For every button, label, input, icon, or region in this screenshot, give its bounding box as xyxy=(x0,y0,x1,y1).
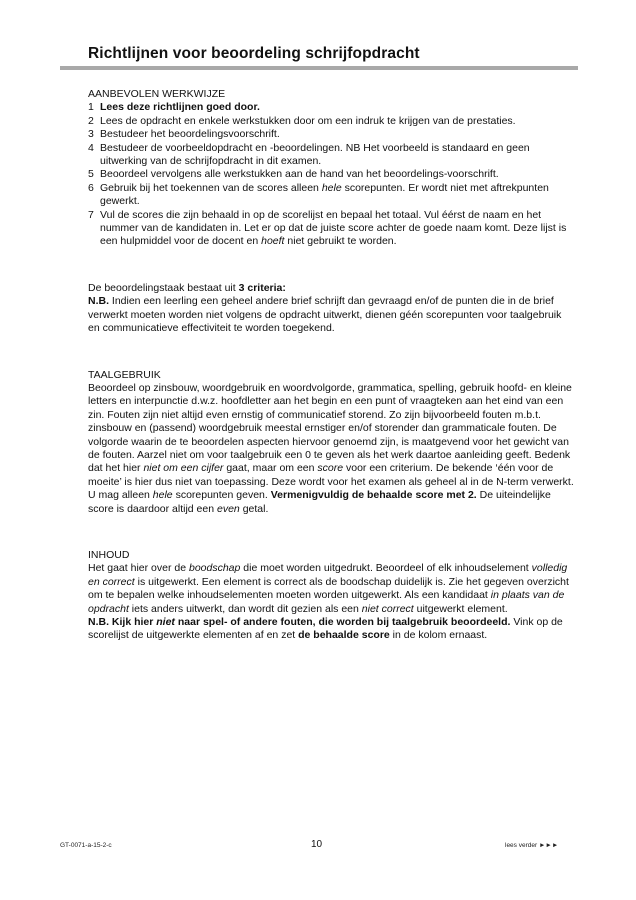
step-number: 4 xyxy=(88,141,94,154)
inhoud-note-bold xyxy=(88,616,510,628)
step-text xyxy=(100,182,574,209)
inhoud-section xyxy=(88,549,574,643)
note-emphasis: niet xyxy=(156,616,175,628)
step-item xyxy=(88,128,574,141)
step-text-part: niet gebruikt te worden. xyxy=(284,235,397,248)
paragraph-emphasis: hele xyxy=(152,489,173,502)
step-text: Lees de opdracht en enkele werkstukken door om een indruk te krijgen van de prestaties. xyxy=(100,114,516,127)
step-item xyxy=(88,209,574,249)
paragraph-text: die moet worden uitgedrukt. Beoordeel of elk inhoudselement xyxy=(240,562,532,575)
step-number: 1 xyxy=(88,101,94,114)
step-item xyxy=(88,168,574,181)
step-item xyxy=(88,182,574,209)
step-number: 7 xyxy=(88,208,94,221)
step-text: Bestudeer het beoordelingsvoorschrift. xyxy=(100,128,280,141)
paragraph-text: Beoordeel op zinsbouw, woordgebruik en woordvolgorde, grammatica, spelling, gebruik hoofd- en kleine letters en interpunctie d.w.z. hoofdletter aan het begin en een punt of vraagteken aan het eind van een zin. Fouten zijn niet altijd even ernstig of communicatief storend. Zo zijn bijvoorbeeld fouten m.b.t. zinsbouw en (passend) woordgebruik meestal ernstiger en/of storender dan grammaticale fouten. De volgorde waarin de te beoordelen aspecten hiervoor genoemd zijn, is maatgevend voor het gewicht van de fouten. Aarzel niet om voor taalgebruik een 0 te geven als het werk daartoe aanleiding geeft. Bedenk dat het hier xyxy=(88,381,572,475)
continue-label: lees verder ►►► xyxy=(505,842,559,849)
paragraph-emphasis: volledig en correct xyxy=(88,562,568,588)
paragraph-text: is uitgewerkt. Een element is correct als de boodschap duidelijk is. Zie het gegeven overzicht om te bepalen welke inhoudselementen moeten worden uitgewerkt. Als een kandidaat xyxy=(88,575,569,602)
note-bold: de behaalde score xyxy=(298,629,390,642)
nb-text: Indien een leerling een geheel andere brief schrijft dan gevraagd en/of de punten die in de brief verwerkt moeten worden niet volgens de opdracht uitwerkt, dienen géén scorepunten voor taalgebruik en communicatieve effectiviteit te worden toegekend. xyxy=(88,295,562,335)
note-text: N.B. Kijk hier xyxy=(88,616,157,628)
criteria-note xyxy=(88,295,574,335)
paragraph-emphasis: niet om een cijfer xyxy=(143,462,224,475)
paragraph-emphasis: niet correct xyxy=(361,602,414,615)
step-text: Beoordeel vervolgens alle werkstukken aan de hand van het beoordelings-voorschrift. xyxy=(100,168,499,181)
paragraph-text: voor een criterium. De bekende ‘één voor de moeite’ is hier dus niet van toepassing. Deze wordt voor het examen als geheel al in de N-term verwerkt. U mag alleen xyxy=(88,462,574,502)
criteria-intro-text: De beoordelingstaak bestaat uit xyxy=(88,281,239,294)
paragraph-text: getal. xyxy=(239,502,269,515)
paragraph-emphasis: score xyxy=(317,462,344,475)
page-title: Richtlijnen voor beoordeling schrijfopdracht xyxy=(88,45,420,62)
step-text-part: scorepunten. Er wordt niet met aftrekpunten gewerkt. xyxy=(100,181,549,208)
step-number: 2 xyxy=(88,114,94,127)
werkwijze-section xyxy=(88,88,574,249)
inhoud-note xyxy=(88,616,574,643)
criteria-count: 3 criteria: xyxy=(238,281,286,294)
werkwijze-steps xyxy=(88,101,574,248)
spacer xyxy=(88,336,574,369)
step-item xyxy=(88,101,574,114)
werkwijze-heading: AANBEVOLEN WERKWIJZE xyxy=(88,88,226,100)
paragraph-emphasis: boodschap xyxy=(188,562,241,575)
step-text: Lees deze richtlijnen goed door. xyxy=(100,101,260,114)
inhoud-heading: INHOUD xyxy=(88,548,130,561)
nb-label: N.B. xyxy=(88,295,109,308)
inhoud-paragraph xyxy=(88,562,574,616)
step-number: 5 xyxy=(88,168,94,181)
taalgebruik-heading: TAALGEBRUIK xyxy=(88,368,161,381)
step-text-emphasis: hele xyxy=(321,181,342,194)
paragraph-text: gaat, maar om een xyxy=(223,462,318,475)
spacer xyxy=(88,516,574,549)
paragraph-text: scorepunten geven. xyxy=(172,489,271,502)
taalgebruik-paragraph xyxy=(88,382,574,516)
paragraph-text: uitgewerkt element. xyxy=(413,602,508,615)
paragraph-bold: Vermenigvuldig de behaalde score met 2. xyxy=(270,489,477,502)
title-divider xyxy=(60,66,578,70)
step-item xyxy=(88,115,574,128)
spacer xyxy=(88,249,574,282)
step-text-emphasis: hoeft xyxy=(261,235,285,248)
document-code: GT-0071-a-15-2-c xyxy=(60,842,112,849)
step-text-part: Gebruik bij het toekennen van de scores alleen xyxy=(100,181,322,194)
step-number: 3 xyxy=(88,128,94,141)
paragraph-text: Het gaat hier over de xyxy=(88,562,189,575)
page-number: 10 xyxy=(311,839,323,850)
note-text: naar spel- of andere fouten, die worden bij taalgebruik beoordeeld. xyxy=(174,616,511,628)
step-text xyxy=(100,209,574,249)
step-text-part: Vul de scores die zijn behaald in op de scorelijst en bepaal het totaal. Vul éérst de naam en het nummer van de kandidaten in. Let er op dat de juiste score achter de goede naam komt. Deze lijst is een hulpmiddel voor de docent en xyxy=(100,208,567,248)
paragraph-emphasis: in plaats van de opdracht xyxy=(88,589,565,615)
criteria-section xyxy=(88,282,574,336)
paragraph-text: De uiteindelijke score is daardoor altijd een xyxy=(88,489,551,515)
paragraph-text: iets anders uitwerkt, dan wordt dit gezien als een xyxy=(128,602,362,615)
document-body xyxy=(88,88,574,643)
paragraph-emphasis: even xyxy=(217,502,240,515)
criteria-intro xyxy=(88,282,574,295)
note-text: in de kolom ernaast. xyxy=(389,629,488,642)
taalgebruik-section xyxy=(88,369,574,516)
note-text: Vink op de scorelijst de uitgewerkte elementen af en zet xyxy=(88,616,563,642)
step-item xyxy=(88,142,574,169)
step-number: 6 xyxy=(88,181,94,194)
step-text: Bestudeer de voorbeeldopdracht en -beoordelingen. NB Het voorbeeld is standaard en geen uitwerking van de schrijfopdracht in dit examen. xyxy=(100,141,530,168)
